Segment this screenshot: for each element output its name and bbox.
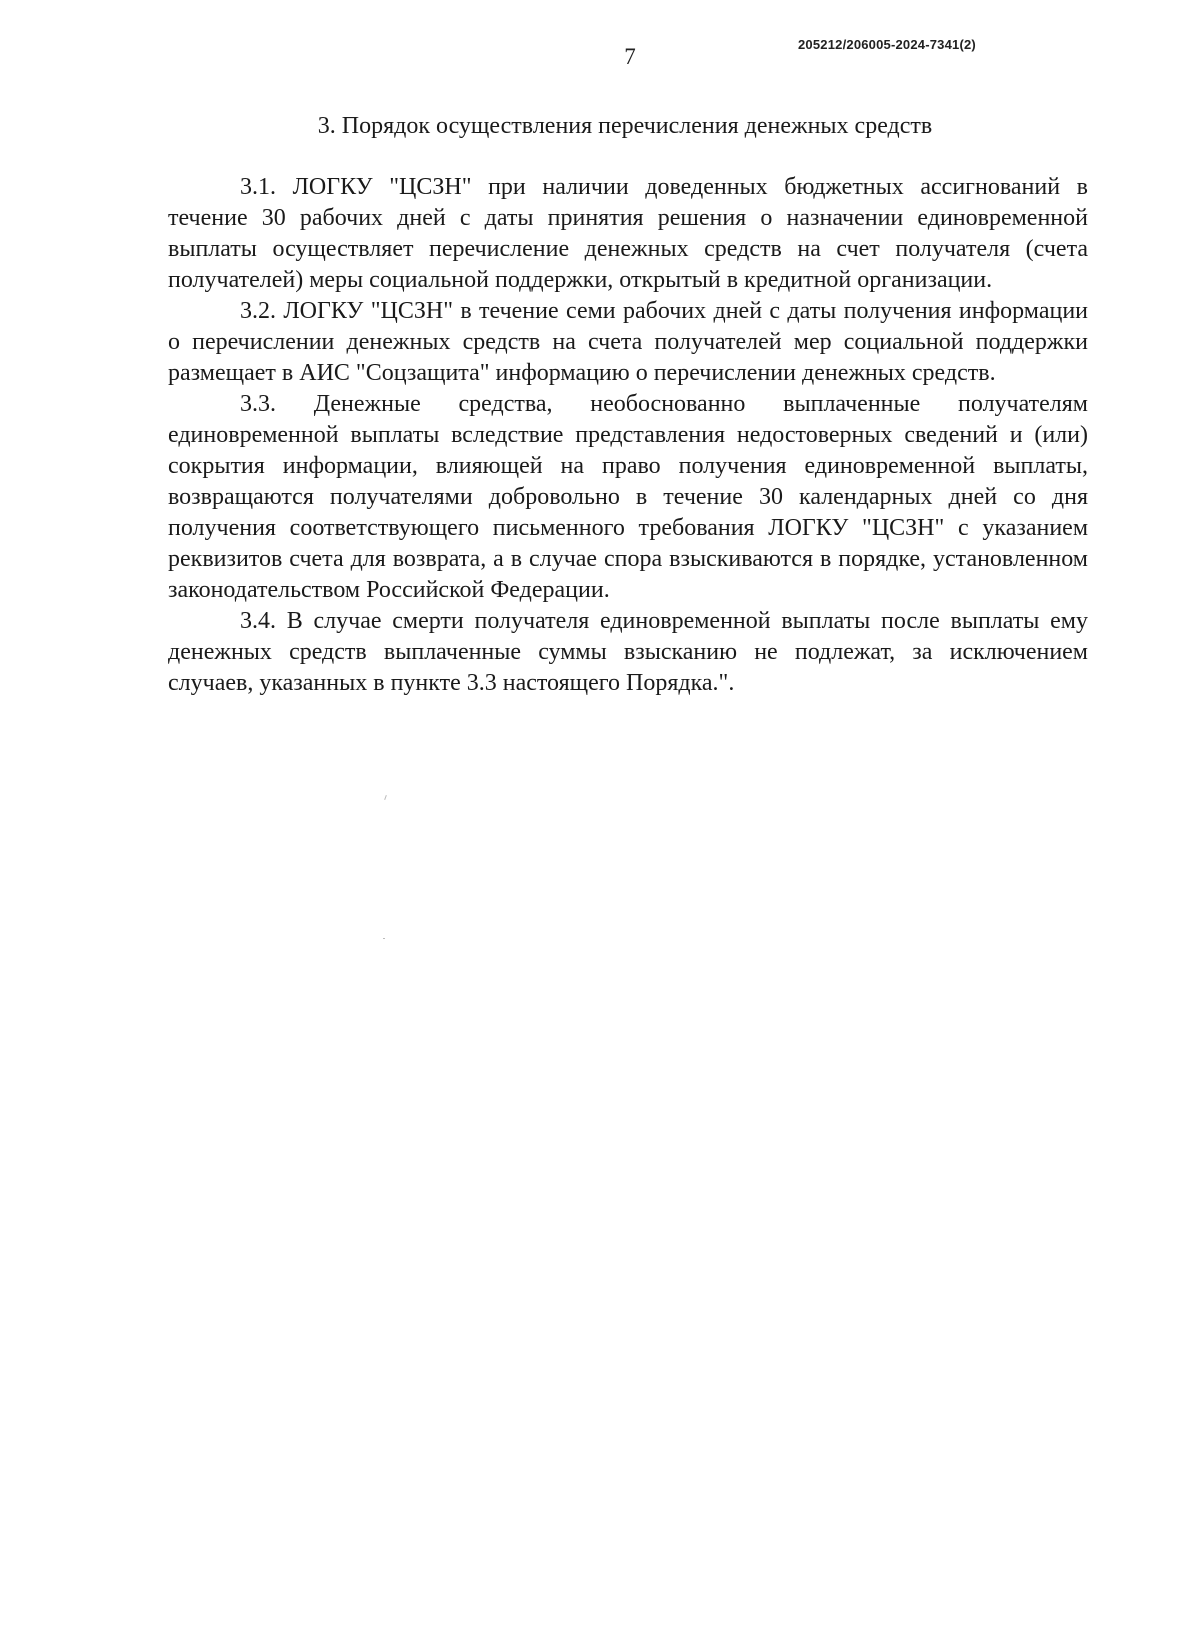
scan-speck — [384, 795, 387, 800]
paragraph-3-3: 3.3. Денежные средства, необоснованно выплаченные получателям единовременной выплаты вследствие представления недостоверных сведений и (или) сокрытия информации, влияющей на право получения единовременной выплаты, возвращаются получателями добровольно в течение 30 календарных дней со дня получения соответствующего письменного требования ЛОГКУ "ЦСЗН" с указанием реквизитов счета для возврата, а в случае спора взыскиваются в порядке, установленном законодательством Российской Федерации. — [168, 391, 1088, 603]
scan-speck — [383, 938, 385, 939]
section-body — [168, 172, 1088, 699]
paragraph-3-1: 3.1. ЛОГКУ "ЦСЗН" при наличии доведенных бюджетных ассигнований в течение 30 рабочих дней с даты принятия решения о назначении единовременной выплаты осуществляет перечисление денежных средств на счет получателя (счета получателей) меры социальной поддержки, открытый в кредитной организации. — [168, 174, 1088, 293]
page-number: 7 — [624, 44, 636, 69]
paragraph-3-2: 3.2. ЛОГКУ "ЦСЗН" в течение семи рабочих дней с даты получения информации о перечислении денежных средств на счета получателей мер социальной поддержки размещает в АИС "Соцзащита" информацию о перечислении денежных средств. — [168, 298, 1088, 386]
document-id: 205212/206005-2024-7341(2) — [798, 37, 976, 52]
section-heading: 3. Порядок осуществления перечисления денежных средств — [317, 113, 933, 139]
paragraph-3-4: 3.4. В случае смерти получателя единовременной выплаты после выплаты ему денежных средств выплаченные суммы взысканию не подлежат, за исключением случаев, указанных в пункте 3.3 настоящего Порядка.". — [168, 608, 1088, 696]
